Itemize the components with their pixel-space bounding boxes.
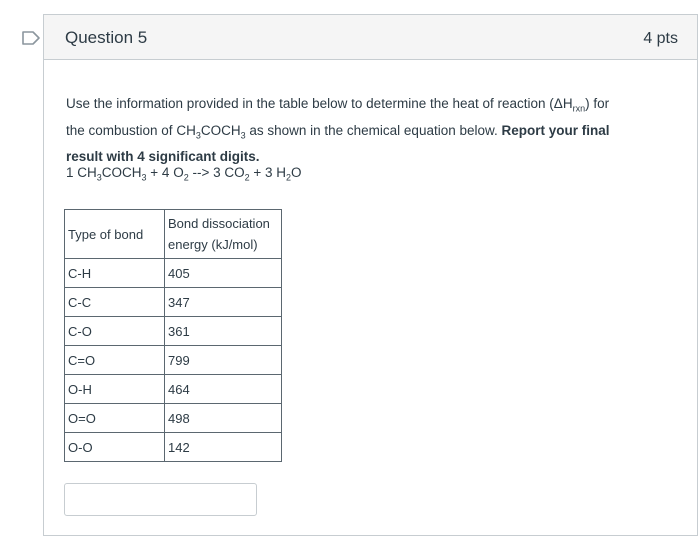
table-row — [65, 433, 282, 462]
bond-type-cell: C-O — [65, 317, 165, 346]
equation-subscript: 2 — [183, 172, 189, 183]
table-row — [65, 317, 282, 346]
prompt-text: COCH — [200, 122, 241, 138]
bond-energy-cell: 799 — [165, 346, 282, 375]
column-header-bond-type: Type of bond — [65, 210, 165, 259]
delta-h-symbol: ΔH — [553, 96, 573, 111]
formula-subscript: 3 — [240, 130, 246, 141]
column-header-bond-energy: Bond dissociation energy (kJ/mol) — [165, 210, 282, 259]
table-row — [65, 259, 282, 288]
equation-text: COCH — [101, 165, 142, 180]
prompt-text: as shown in the chemical equation below. — [245, 122, 502, 138]
bond-type-cell: O-O — [65, 433, 165, 462]
formula-subscript: 3 — [195, 130, 201, 141]
prompt-text: Use the information provided in the table below to determine the heat of reaction ( — [66, 96, 554, 111]
question-points: 4 pts — [643, 30, 678, 47]
table-row — [65, 288, 282, 317]
flag-icon[interactable] — [21, 30, 41, 46]
prompt-instruction: Report your final result with 4 significant digits. — [66, 122, 610, 165]
bond-energy-cell: 361 — [165, 317, 282, 346]
table-row — [65, 346, 282, 375]
bond-type-cell: C=O — [65, 346, 165, 375]
equation-text: --> 3 CO — [188, 165, 245, 180]
bond-energy-table — [64, 209, 282, 462]
bond-energy-cell: 464 — [165, 375, 282, 404]
bond-energy-cell: 347 — [165, 288, 282, 317]
bond-energy-cell: 142 — [165, 433, 282, 462]
answer-input[interactable] — [64, 483, 257, 516]
table-header-row — [65, 210, 282, 259]
chemical-equation — [66, 165, 302, 183]
delta-h-subscript: rxn — [572, 103, 586, 114]
bond-energy-cell: 405 — [165, 259, 282, 288]
bond-type-cell: C-H — [65, 259, 165, 288]
equation-text: 1 CH — [66, 165, 97, 180]
bond-type-cell: C-C — [65, 288, 165, 317]
equation-subscript: 2 — [244, 172, 250, 183]
equation-subscript: 2 — [286, 172, 292, 183]
bond-type-cell: O-H — [65, 375, 165, 404]
table-row — [65, 404, 282, 433]
question-title: Question 5 — [65, 28, 148, 47]
bond-type-cell: O=O — [65, 404, 165, 433]
equation-text: + 4 O — [146, 165, 184, 180]
table-row — [65, 375, 282, 404]
equation-text: + 3 H — [249, 165, 287, 180]
question-header — [44, 15, 697, 60]
equation-text: O — [291, 165, 302, 180]
equation-subscript: 3 — [96, 172, 102, 183]
question-prompt — [66, 93, 626, 167]
bond-energy-cell: 498 — [165, 404, 282, 433]
question-card — [43, 14, 698, 536]
equation-subscript: 3 — [141, 172, 147, 183]
prompt-text: ) for the combustion of CH — [66, 96, 610, 138]
